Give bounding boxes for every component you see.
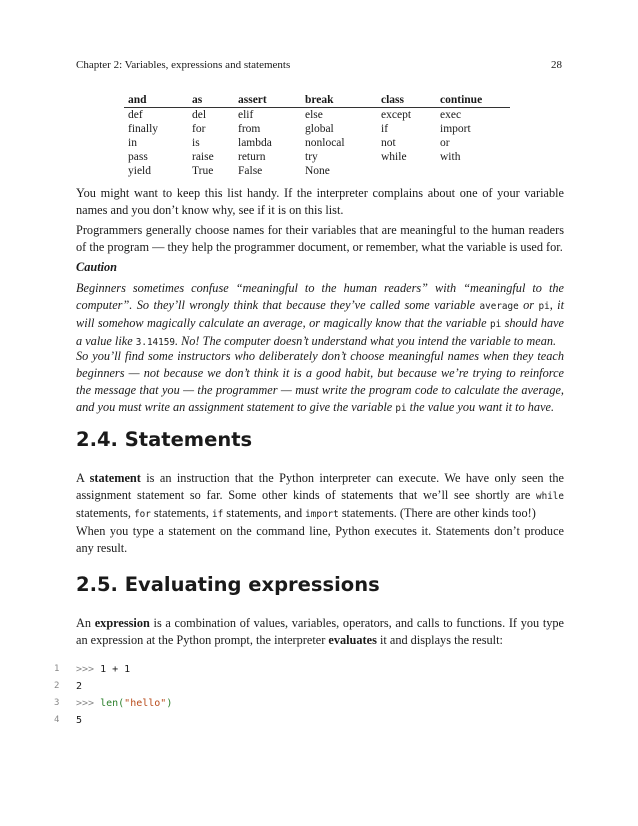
text-run: should have a value like [76,316,564,348]
text-run: , it will somehow magically calculate an average, or magically know that the variable [76,298,565,330]
table-cell: except [381,109,412,121]
term-statement: statement [89,471,141,485]
text-run: A [76,471,90,485]
code-text: ) [166,698,173,709]
text-run: An [76,616,95,630]
table-cell: try [305,151,318,163]
section-heading-expressions: 2.5. Evaluating expressions [76,573,380,596]
table-cell: for [192,123,206,135]
table-row [124,136,510,150]
keywords-table [124,93,510,178]
caution-paragraph-2 [76,348,564,417]
inline-code: for [134,509,151,520]
inline-code: while [536,491,564,502]
table-row [124,122,510,136]
keywords-header-row [124,93,510,108]
text-run: So you’ll find some instructors who deliberately don’t choose meaningful names when they teach beginners — not because we don’t think it is a good habit, but because we’re trying to reinforce the message that you — the programmer — must write the program code to calculate the average, and you must write an assignment statement to give the variable [76,349,564,414]
table-cell: in [128,137,137,149]
repl-prompt: >>> [76,698,95,709]
table-cell: is [192,137,200,149]
table-cell: while [381,151,407,163]
text-run: . No! The computer doesn’t understand what you intend the variable to mean. [174,334,557,348]
code-output: 2 [76,681,83,692]
table-header-cell: break [301,93,377,108]
table-cell: True [192,165,214,177]
caution-paragraph-1 [76,280,564,351]
table-row [124,150,510,164]
table-cell [436,164,510,178]
chapter-title: Chapter 2: Variables, expressions and statements [76,59,291,71]
inline-code: import [305,509,339,520]
line-number: 2 [54,681,60,691]
inline-code: pi [538,301,550,312]
code-line [54,712,172,729]
section-heading-statements: 2.4. Statements [76,428,253,451]
code-function: len( [94,698,125,709]
code-listing [54,661,172,729]
code-string: "hello" [124,698,167,709]
table-cell: else [305,109,323,121]
table-cell: if [381,123,389,135]
table-cell: global [305,123,334,135]
table-header-cell: as [188,93,234,108]
repl-prompt: >>> [76,664,95,675]
code-line [54,695,172,712]
text-run: or [518,298,539,312]
table-header-cell: and [124,93,188,108]
table-header-cell: continue [436,93,510,108]
inline-code: if [212,509,224,520]
inline-code: pi [489,319,502,330]
text-run: the value you want it to have. [406,400,555,414]
keyword-list-note: You might want to keep this list handy. If the interpreter complains about one of your variable names and you don’t know why, see if it is on this list. [76,186,564,217]
table-cell: import [440,123,471,135]
table-cell: or [440,137,450,149]
table-cell: nonlocal [305,137,345,149]
code-line [54,678,172,695]
naming-paragraph: Programmers generally choose names for their variables that are meaningful to the human readers of the program — they help the programmer document, or remember, what the variable is used for. [76,223,564,254]
text-run: statements. (There are other kinds too!) [338,506,536,520]
text-run: statements, [76,506,135,520]
table-cell: False [238,165,263,177]
inline-code: 3.14159 [135,337,175,348]
table-cell: finally [128,123,159,135]
text-run: statements, and [223,506,306,520]
term-evaluates: evaluates [328,633,377,647]
table-cell: exec [440,109,462,121]
text-run: it and displays the result: [376,633,503,647]
code-output: 5 [76,715,83,726]
inline-code: pi [395,403,407,414]
table-cell [377,164,436,178]
expression-paragraph [76,615,564,649]
code-text: 1 + 1 [94,664,131,675]
table-cell: lambda [238,137,272,149]
table-cell: pass [128,151,148,163]
execution-paragraph: When you type a statement on the command line, Python executes it. Statements don’t produce any result. [76,524,564,555]
page-number: 28 [551,59,562,71]
text-run: statements, [150,506,212,520]
table-cell: elif [238,109,254,121]
line-number: 1 [54,664,60,674]
table-header-cell: assert [234,93,301,108]
text-run: is a combination of values, variables, operators, and calls to functions. If you type an expression at the Python prompt, the interpreter [76,616,564,647]
table-row [124,108,510,123]
table-cell: def [128,109,143,121]
statement-paragraph [76,470,564,523]
table-row [124,164,510,178]
inline-code: average [479,301,519,312]
table-cell: not [381,137,396,149]
text-run: is an instruction that the Python interpreter can execute. We have only seen the assignment statement so far. Some other kinds of statements that we’ll see shortly are [76,471,565,502]
table-cell: return [238,151,266,163]
table-cell: del [192,109,207,121]
term-expression: expression [94,616,150,630]
page-header [76,59,562,71]
line-number: 3 [54,698,60,708]
table-cell: raise [192,151,214,163]
table-cell: with [440,151,461,163]
table-cell: from [238,123,261,135]
table-cell: None [305,165,330,177]
table-header-cell: class [377,93,436,108]
table-cell: yield [128,165,151,177]
line-number: 4 [54,715,60,725]
code-line [54,661,172,678]
caution-title: Caution [76,260,118,274]
text-run: Beginners sometimes confuse “meaningful to the human readers” with “meaningful to the computer”. So they’ll wrongly think that because they’ve called some variable [76,281,564,312]
